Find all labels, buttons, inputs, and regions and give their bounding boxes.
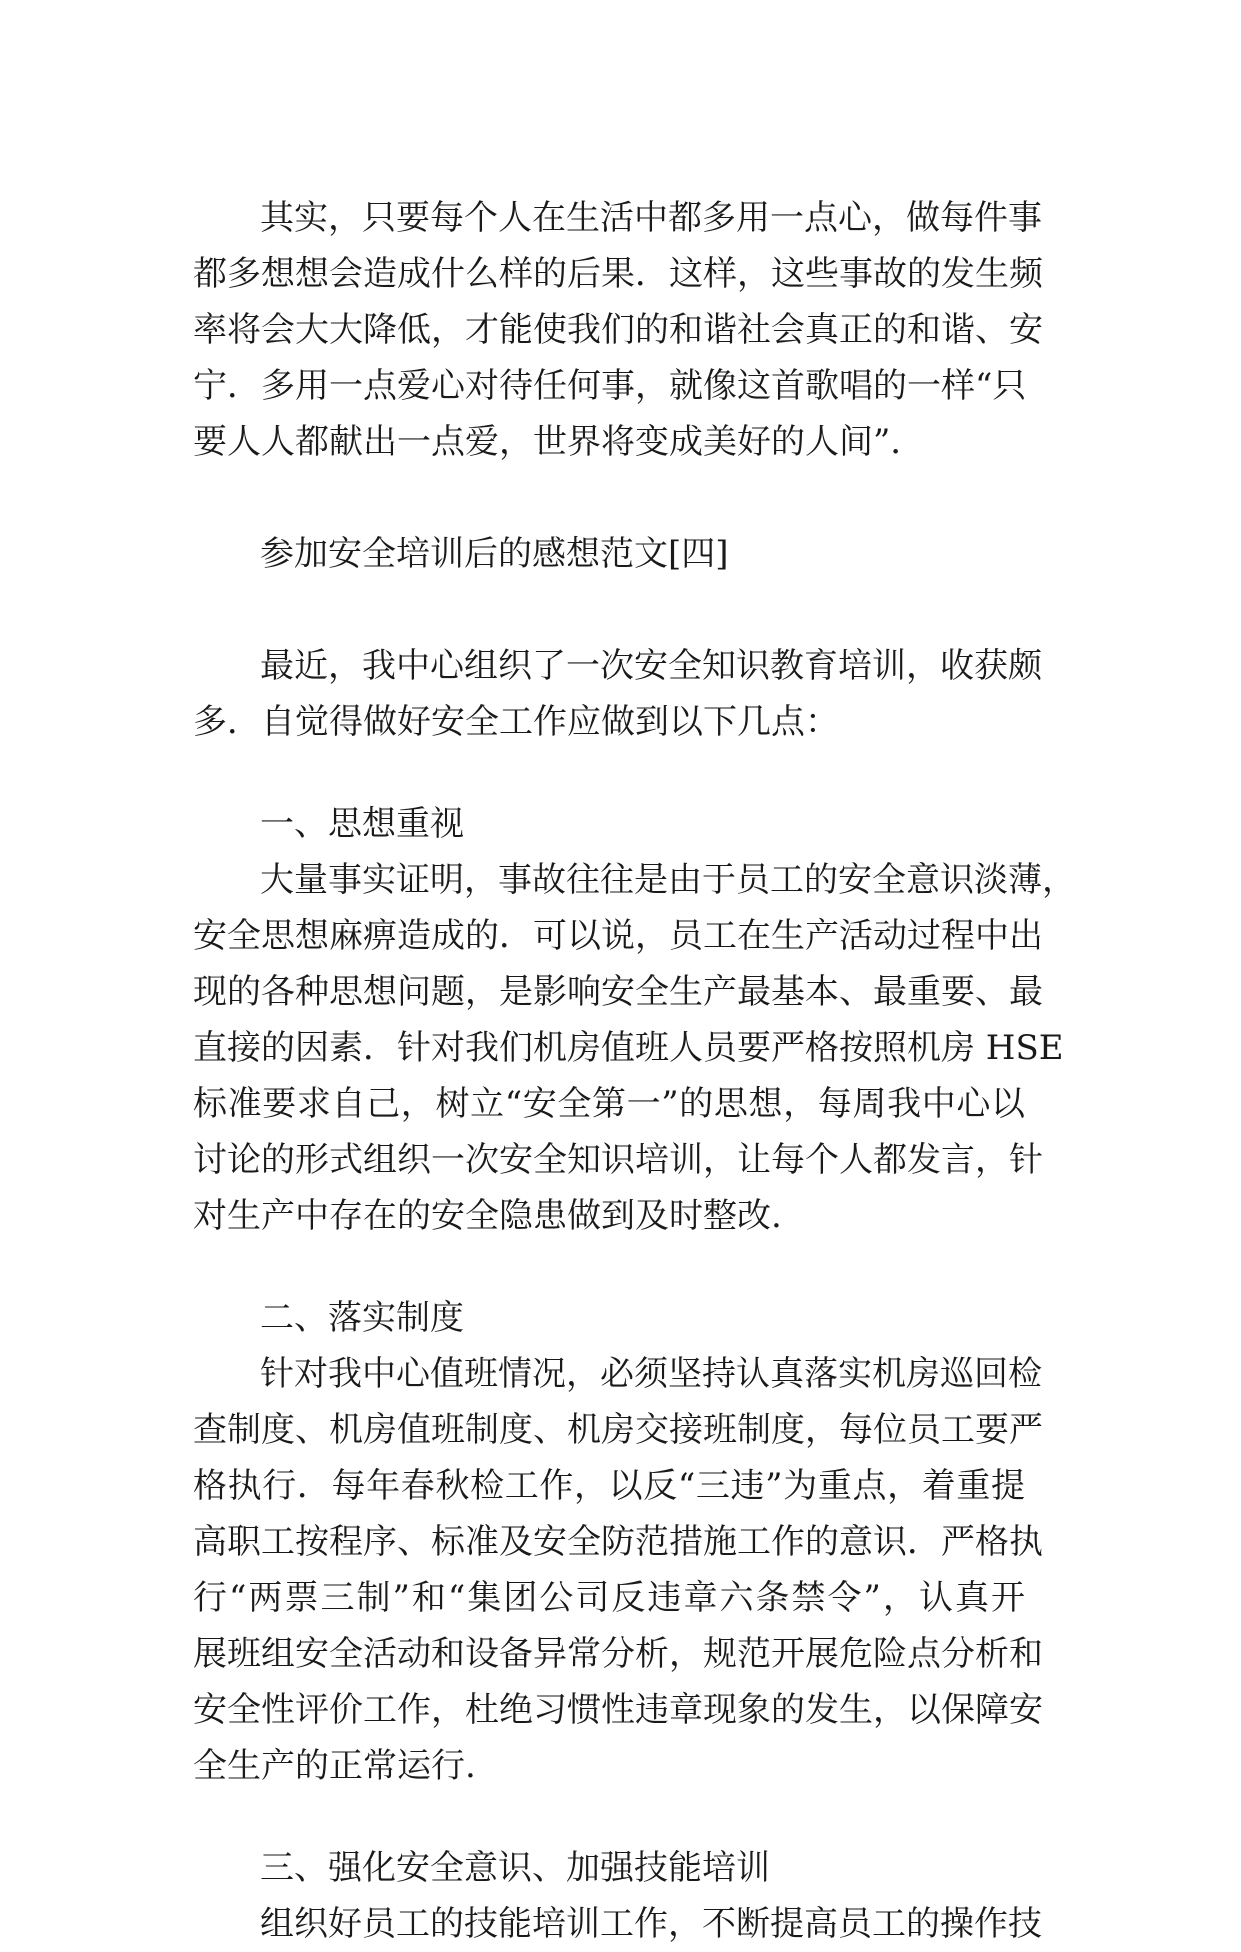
- text-line: 组织好员工的技能培训工作，不断提高员工的操作技: [260, 1904, 1042, 1944]
- paragraph-2: [193, 638, 1042, 750]
- section-title: 参加安全培训后的感想范文[四]: [260, 534, 729, 574]
- heading-safety-awareness: 三、强化安全意识、加强技能培训: [260, 1848, 770, 1888]
- text-line: 行“两票三制”和“集团公司反违章六条禁令”，认真开: [193, 1578, 1025, 1618]
- heading-implement-system: 二、落实制度: [260, 1298, 464, 1338]
- text-line: 最近，我中心组织了一次安全知识教育培训，收获颇: [260, 646, 1042, 686]
- text-line: 针对我中心值班情况，必须坚持认真落实机房巡回检: [260, 1354, 1042, 1394]
- paragraph-1: [193, 190, 1043, 470]
- text-line: 率将会大大降低，才能使我们的和谐社会真正的和谐、安: [193, 310, 1043, 350]
- text-line: 全生产的正常运行.: [193, 1746, 476, 1786]
- paragraph-4: [193, 1346, 1043, 1794]
- text-line: 安全性评价工作，杜绝习惯性违章现象的发生，以保障安: [193, 1690, 1043, 1730]
- text-line: 多．自觉得做好安全工作应做到以下几点：: [193, 702, 839, 742]
- text-line: 标准要求自己，树立“安全第一”的思想，每周我中心以: [193, 1084, 1025, 1124]
- text-line: 格执行．每年春秋检工作，以反“三违”为重点，着重提: [193, 1466, 1025, 1506]
- text-line: 查制度、机房值班制度、机房交接班制度，每位员工要严: [193, 1410, 1043, 1450]
- heading-thought-emphasis: 一、思想重视: [260, 804, 464, 844]
- text-line: 都多想想会造成什么样的后果．这样，这些事故的发生频: [193, 254, 1043, 294]
- text-line: 对生产中存在的安全隐患做到及时整改.: [193, 1196, 782, 1236]
- text-line: 直接的因素．针对我们机房值班人员要严格按照机房 HSE: [193, 1028, 1064, 1068]
- text-line: 大量事实证明，事故往往是由于员工的安全意识淡薄，: [260, 860, 1076, 900]
- text-line: 展班组安全活动和设备异常分析，规范开展危险点分析和: [193, 1634, 1043, 1674]
- paragraph-3: [193, 852, 1076, 1244]
- text-line: 宁．多用一点爱心对待任何事，就像这首歌唱的一样“只: [193, 366, 1027, 406]
- text-line: 要人人都献出一点爱，世界将变成美好的人间”．: [193, 422, 925, 462]
- text-line: 高职工按程序、标准及安全防范措施工作的意识．严格执: [193, 1522, 1043, 1562]
- document-page: [193, 190, 1076, 1952]
- paragraph-5: [193, 1896, 1042, 1952]
- text-line: 讨论的形式组织一次安全知识培训，让每个人都发言，针: [193, 1140, 1043, 1180]
- text-line: 其实，只要每个人在生活中都多用一点心，做每件事: [260, 198, 1042, 238]
- text-line: 现的各种思想问题，是影响安全生产最基本、最重要、最: [193, 972, 1043, 1012]
- text-line: 安全思想麻痹造成的．可以说，员工在生产活动过程中出: [193, 916, 1043, 956]
